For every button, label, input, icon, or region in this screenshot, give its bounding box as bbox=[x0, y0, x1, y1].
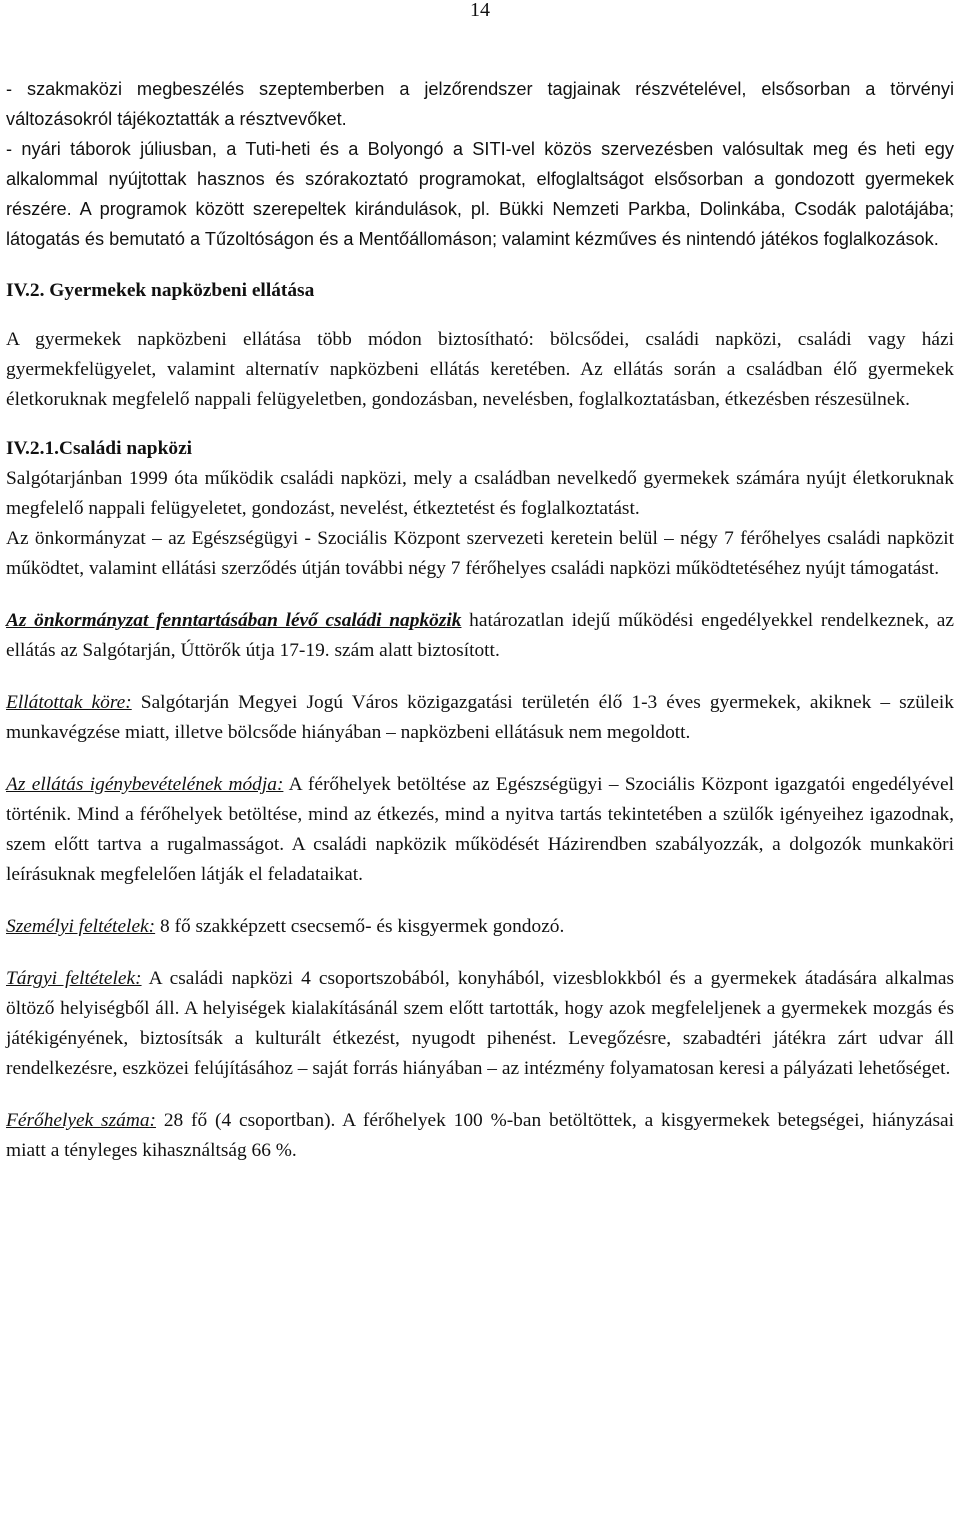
paragraph-daycare-intro: A gyermekek napközbeni ellátása több módon biztosítható: bölcsődei, családi napközi, családi vagy házi gyermekfelügyelet, valamint alternatív napközbeni ellátás keretében. Az ellátás során a családban élő gyermekek életkoruknak megfelelő nappali felügyeletben, gondozásban, nevelésben, foglalkoztatásban, étkezésben részesülnek. bbox=[6, 329, 954, 410]
eligible-persons-lead: Ellátottak köre: bbox=[6, 692, 132, 713]
page-number: 14 bbox=[470, 0, 490, 21]
maintained-daycares-lead: Az önkormányzat fenntartásában lévő családi napközik bbox=[6, 610, 462, 631]
paragraph-material-conditions bbox=[6, 964, 954, 1084]
capacity-lead: Férőhelyek száma: bbox=[6, 1110, 156, 1131]
paragraph-meeting: - szakmaközi megbeszélés szeptemberben a jelzőrendszer tagjainak részvételével, elsősorban a törvényi változásokról tájékoztatták a résztvevőket. bbox=[6, 79, 954, 129]
section-heading-iv2: IV.2. Gyermekek napközbeni ellátása bbox=[6, 280, 315, 301]
section-heading-iv21: IV.2.1.Családi napközi bbox=[6, 438, 193, 459]
access-method-lead: Az ellátás igénybevételének módja: bbox=[6, 774, 284, 795]
paragraph-summer-camps: - nyári táborok júliusban, a Tuti-heti és a Bolyongó a SITI-vel közös szervezésben valósultak meg és heti egy alkalommal nyújtottak hasznos és szórakoztató programokat, elfoglaltságot elsősorban a gondozott gyermekek részére. A programok között szerepeltek kirándulások, pl. Bükki Nemzeti Parkba, Dolinkába, Csodák palotájába; látogatás és bemutató a Tűzoltóságon és a Mentőállomáson; valamint kézműves és nintendó játékos foglalkozások. bbox=[6, 139, 954, 249]
paragraph-municipality-operation: Az önkormányzat – az Egészségügyi - Szociális Központ szervezeti keretein belül – négy 7 férőhelyes családi napközit működtet, valamint ellátási szerződés útján további négy 7 férőhelyes családi napközi működtetéséhez nyújt támogatást. bbox=[6, 528, 954, 579]
paragraph-staff-conditions bbox=[6, 912, 954, 942]
staff-conditions-body: 8 fő szakképzett csecsemő- és kisgyermek gondozó. bbox=[155, 916, 565, 937]
material-conditions-body: A családi napközi 4 csoportszobából, konyhából, vizesblokkból és a gyermekek átadására alkalmas öltöző helyiségből áll. A helyiségek kialakításánál szem előtt tartották, hogy azok megfeleljenek a gyermekek mozgás és játékigényének, biztosítsák a kulturált étkezést, nyugodt pihenést. Levegőzésre, szabadtéri játékra zárt udvar áll rendelkezésre, eszközei felújításához – saját forrás hiányában – az intézmény folyamatosan keresi a pályázati lehetőséget. bbox=[6, 968, 954, 1079]
paragraph-capacity bbox=[6, 1106, 954, 1166]
eligible-persons-body: Salgótarján Megyei Jogú Város közigazgatási területén élő 1-3 éves gyermekek, akiknek – szüleik munkavégzése miatt, illetve bölcsőde hiányában – napközbeni ellátásuk nem megoldott. bbox=[6, 692, 955, 743]
material-conditions-lead: Tárgyi feltételek: bbox=[6, 968, 142, 989]
capacity-body: 28 fő (4 csoportban). A férőhelyek 100 %-ban betöltöttek, a kisgyermekek betegségei, hiányzásai miatt a tényleges kihasználtság 66 %. bbox=[6, 1110, 954, 1161]
paragraph-maintained-daycares bbox=[6, 606, 954, 666]
document-body bbox=[6, 74, 954, 1166]
paragraph-access-method bbox=[6, 770, 954, 890]
staff-conditions-lead: Személyi feltételek: bbox=[6, 916, 156, 937]
maintained-daycares-body: határozatlan idejű működési engedélyekkel rendelkeznek, az ellátás az Salgótarján, Úttörők útja 17-19. szám alatt biztosított. bbox=[6, 610, 954, 661]
paragraph-family-daycare-history: Salgótarjánban 1999 óta működik családi napközi, mely a családban nevelkedő gyermekek számára nyújt életkoruknak megfelelő nappali felügyeletet, gondozást, nevelést, étkeztetést és foglalkoztatást. bbox=[6, 468, 954, 519]
paragraph-eligible-persons bbox=[6, 688, 954, 748]
access-method-body: A férőhelyek betöltése az Egészségügyi – Szociális Központ igazgatói engedélyével történik. Mind a férőhelyek betöltése, mind az étkezés, mind a nyitva tartás tekintetében a szülők igényeihez igazodnak, szem előtt tartva a rugalmasságot. A családi napközik működését Házirendben szabályozzák, a dolgozók munkaköri leírásuknak megfelelően látják el feladataikat. bbox=[6, 774, 954, 885]
